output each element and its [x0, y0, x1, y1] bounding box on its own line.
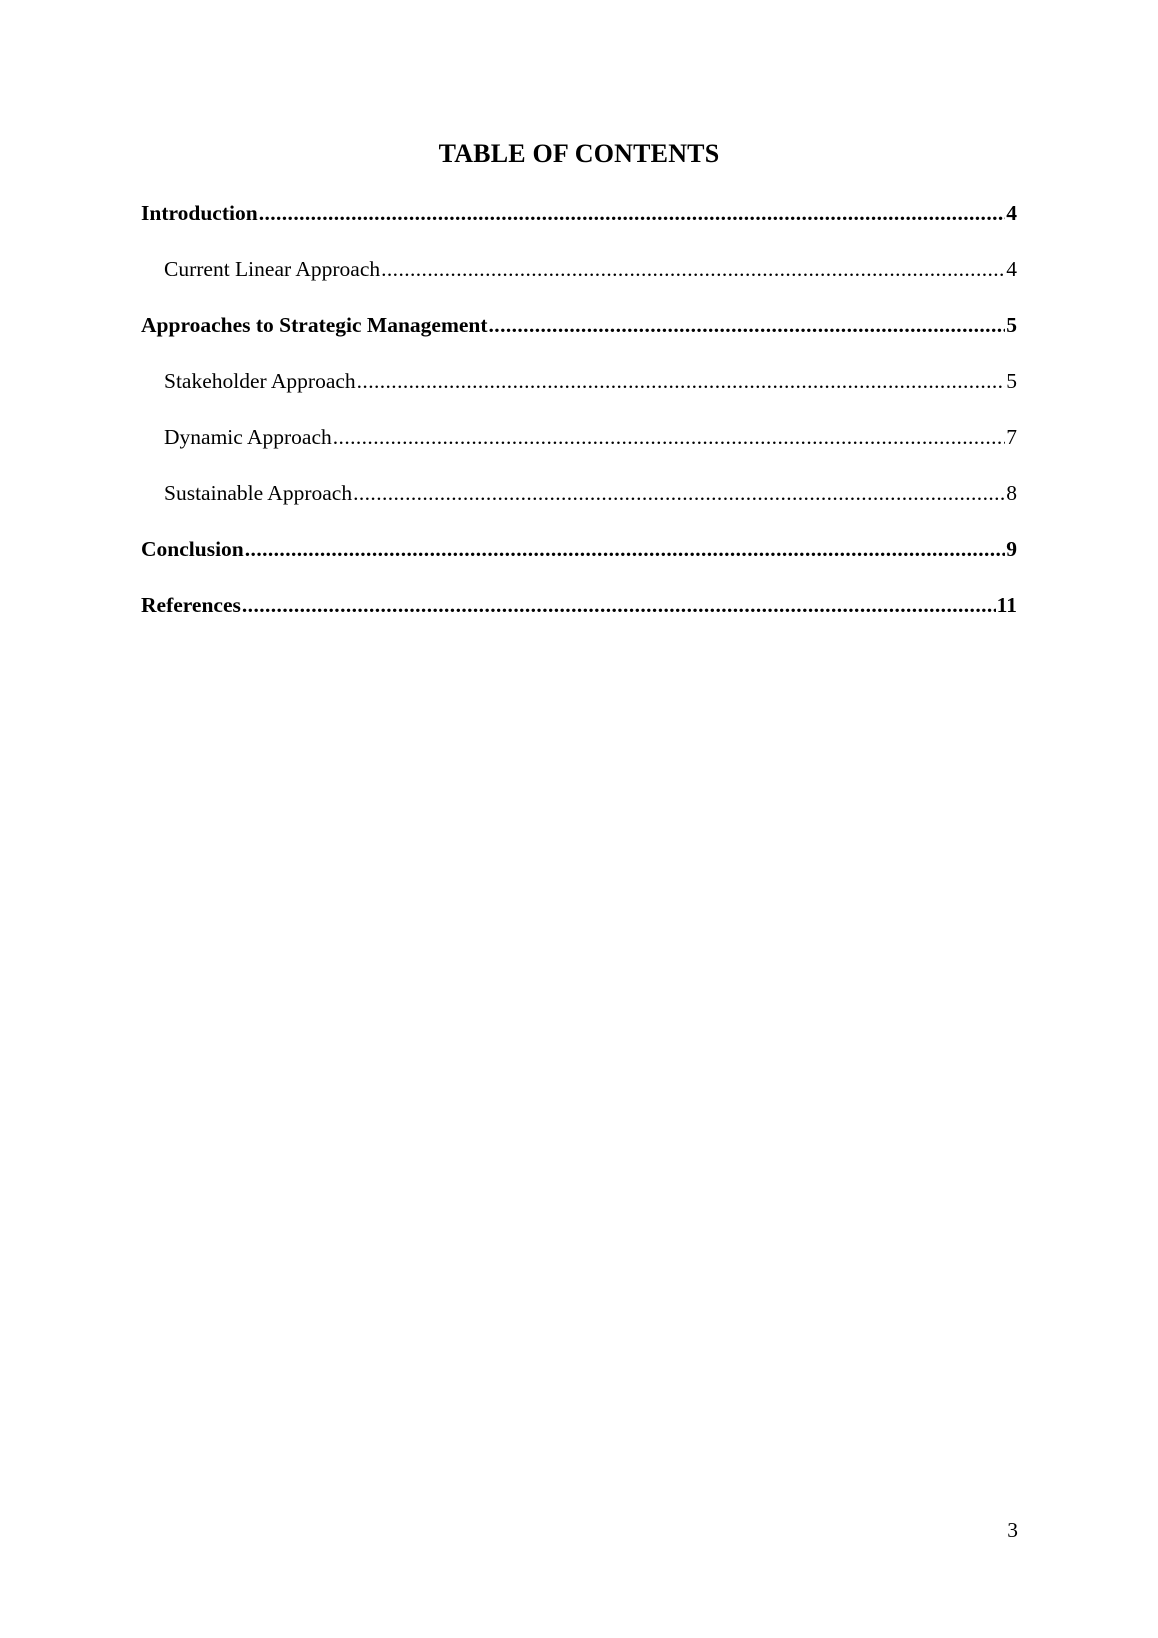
toc-entry-page: 9: [1006, 537, 1017, 561]
toc-dot-leader: [489, 312, 1006, 338]
toc-entry-label: Conclusion: [141, 537, 244, 561]
toc-dot-leader: [353, 480, 1005, 506]
toc-entry-label: Sustainable Approach: [164, 481, 353, 505]
toc-entry-label: Dynamic Approach: [164, 425, 332, 449]
toc-entry-page: 8: [1006, 481, 1017, 505]
toc-entry-label: References: [141, 593, 241, 617]
toc-dot-leader: [357, 368, 1006, 394]
toc-entry-stakeholder-approach[interactable]: [141, 368, 1017, 424]
toc-title: TABLE OF CONTENTS: [438, 139, 720, 168]
toc-dot-leader: [259, 200, 1006, 226]
toc-entry-dynamic-approach[interactable]: [141, 424, 1017, 480]
page-number: 3: [1007, 1518, 1018, 1542]
toc-entry-sustainable-approach[interactable]: [141, 480, 1017, 536]
toc-entry-page: 5: [1006, 313, 1017, 337]
toc-list: [141, 200, 1017, 648]
toc-entry-page: 5: [1006, 369, 1017, 393]
toc-entry-page: 4: [1006, 257, 1017, 281]
toc-entry-approaches-to-strategic-management[interactable]: [141, 312, 1017, 368]
toc-entry-label: Stakeholder Approach: [164, 369, 356, 393]
toc-entry-label: Approaches to Strategic Management: [141, 313, 488, 337]
toc-entry-page: 7: [1006, 425, 1017, 449]
toc-entry-references[interactable]: [141, 592, 1017, 648]
toc-entry-page: 4: [1006, 201, 1017, 225]
toc-dot-leader: [333, 424, 1005, 450]
toc-entry-conclusion[interactable]: [141, 536, 1017, 592]
toc-dot-leader: [245, 536, 1005, 562]
toc-entry-page: 11: [996, 593, 1017, 617]
toc-dot-leader: [242, 592, 996, 618]
toc-entry-label: Current Linear Approach: [164, 257, 381, 281]
toc-dot-leader: [381, 256, 1005, 282]
toc-entry-introduction[interactable]: [141, 200, 1017, 256]
toc-entry-label: Introduction: [141, 201, 258, 225]
toc-entry-current-linear-approach[interactable]: [141, 256, 1017, 312]
